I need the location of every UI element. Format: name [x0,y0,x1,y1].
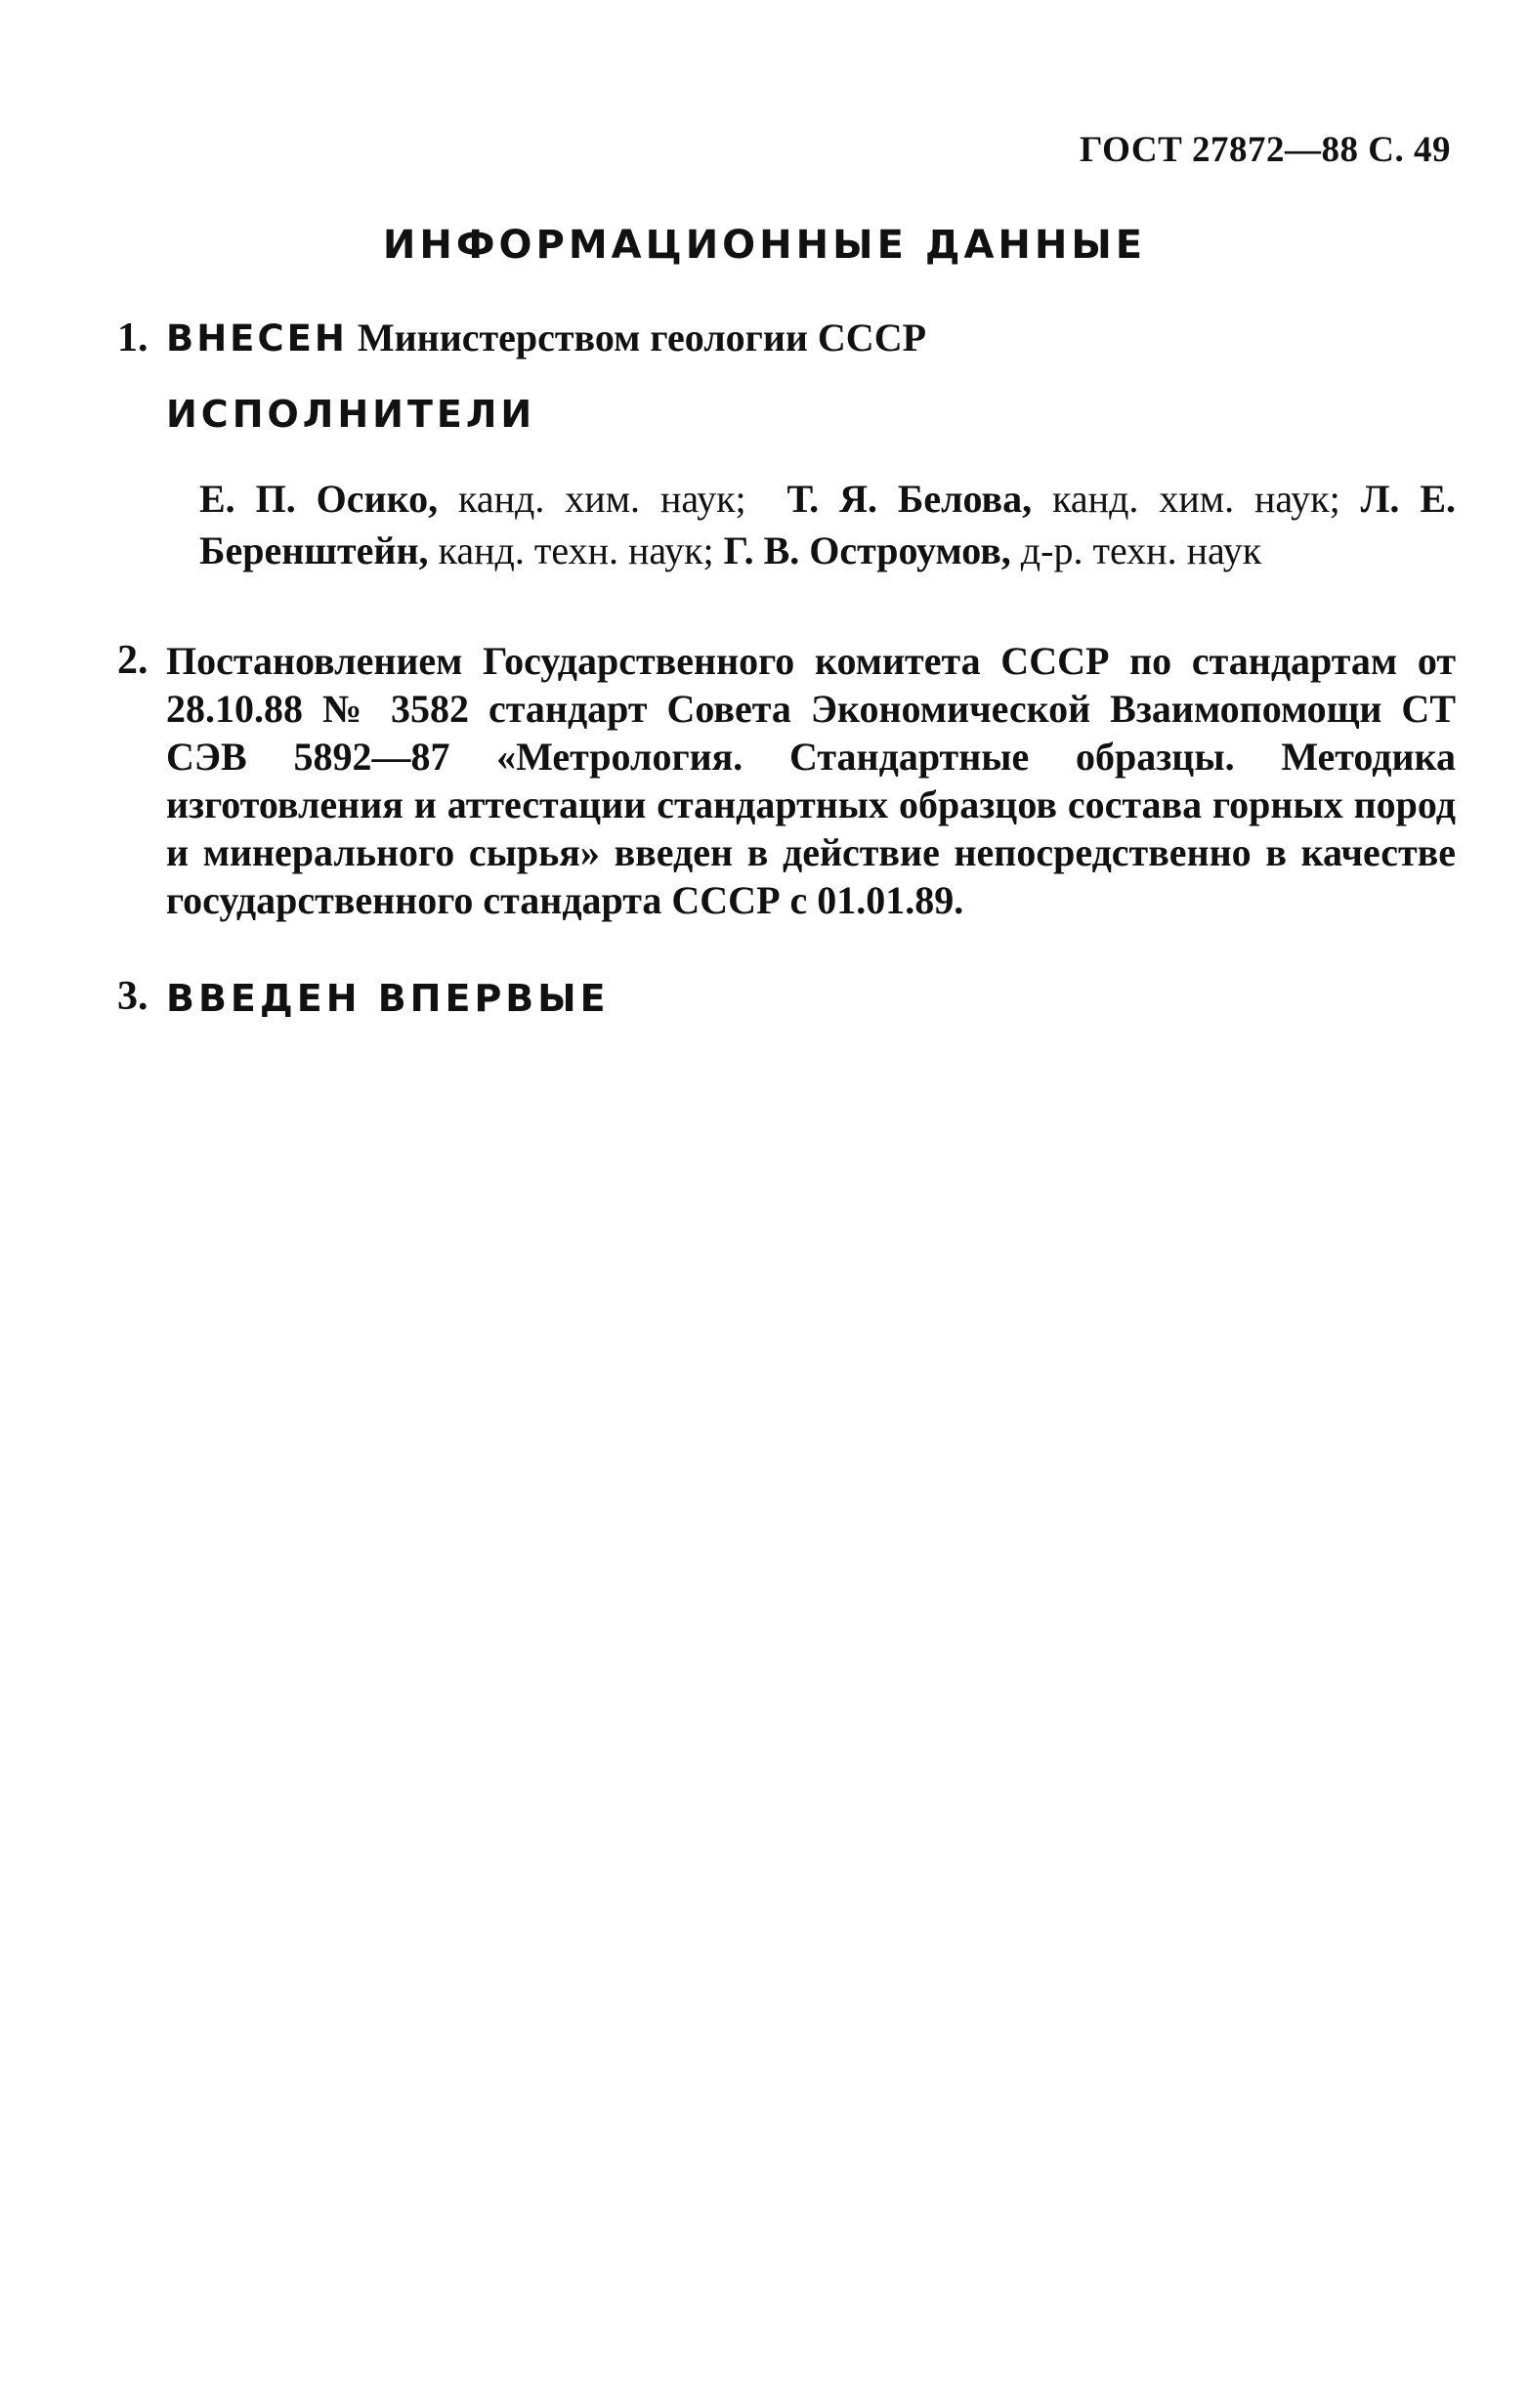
item-introduced [117,315,1456,360]
performers-list [199,473,1456,576]
item-text: Министерством геологии СССР [357,316,927,359]
item-first-introduced [117,973,1456,1020]
performer-degree: д-р. техн. наук [1020,528,1262,572]
item-body: ВВЕДЕН ВПЕРВЫЕ [166,977,610,1020]
item-caps-word: ВНЕСЕН [166,317,348,359]
page-header: ГОСТ 27872—88 С. 49 [1080,130,1451,170]
item-body [166,315,1456,360]
item-number: 1. [117,316,149,360]
performer-name: Л. Е. Беренштейн, [199,477,1457,572]
document-title: ИНФОРМАЦИОННЫЕ ДАННЫЕ [382,223,1147,268]
performer-degree: канд. хим. наук; [458,477,746,521]
item-number: 3. [117,974,149,1019]
item-number: 2. [117,638,149,683]
item-body: Постановлением Государственного комитета СССР по стандартам от 28.10.88 № 3582 стандарт Совета Экономической Взаимопомощи СТ СЭВ 5892—87 «Метрология. Стандартные образцы. Методика изготовления и аттестации стандартных образцов состава горных пород и минерального сырья» введен в действие непосредственно в качестве государственного стандарта СССР с 01.01.89. [166,639,1456,922]
performer-name: Е. П. Осико, [199,477,439,521]
performer-degree: канд. хим. наук; [1052,477,1340,521]
performer-name: Г. В. Остроумов, [723,528,1011,572]
performer-degree: канд. техн. наук; [438,528,714,572]
item-approved [117,637,1456,924]
performers-heading: ИСПОЛНИТЕЛИ [166,393,536,436]
performer-name: Т. Я. Белова, [786,477,1033,521]
